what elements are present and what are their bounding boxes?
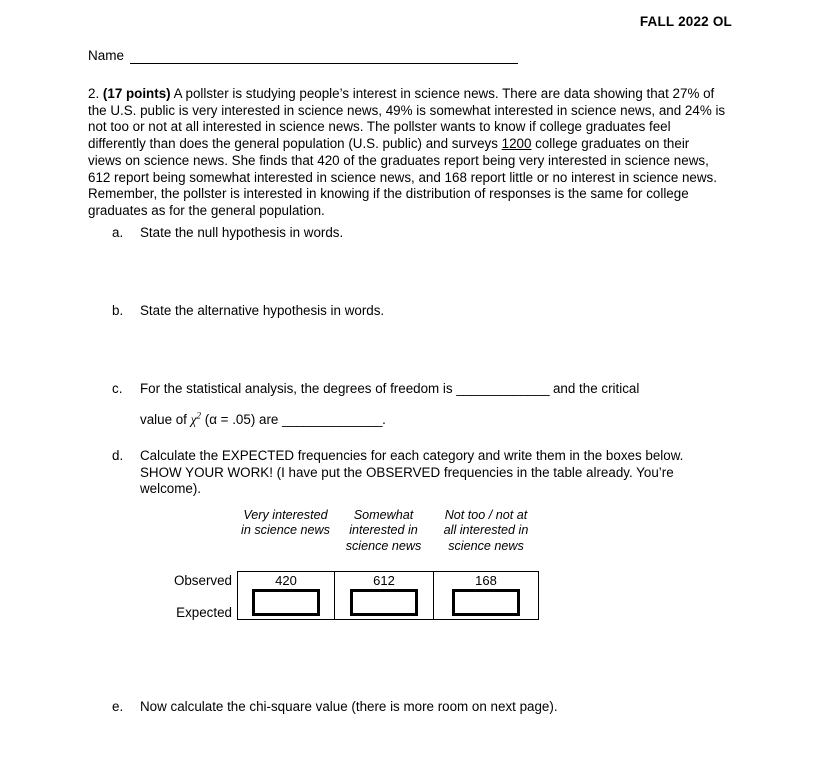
item-a-text: State the null hypothesis in words. [140,225,344,240]
expected-input-box-column-1[interactable] [252,589,320,616]
item-b-text: State the alternative hypothesis in words. [140,303,385,318]
column-header-very-interested: Very interested in science news [241,508,330,538]
column-header-not-too-interested: Not too / not at all interested in science news [443,508,529,553]
problem-points: (17 points) [102,86,171,101]
item-c-critical-value-blank[interactable]: ______________ [282,411,383,427]
observed-value-column-1: 420 [275,573,297,588]
term-header: FALL 2022 OL [639,14,732,29]
name-input-line[interactable] [130,50,518,64]
question-item-d [112,448,712,498]
chi-square-symbol [191,412,201,427]
item-c-marker: c. [112,381,123,396]
name-field-row [88,47,518,64]
item-c-df-blank[interactable]: _____________ [456,381,550,396]
chi-glyph: χ [190,411,197,427]
question-item-b [112,303,552,320]
item-d-text: Calculate the EXPECTED frequencies for each category and write them in the boxes below. SHOW YOUR WORK! (I have put the OBSERVED frequencies in the table already. You’re welcome). [140,448,684,497]
problem-number: 2. [88,86,100,101]
item-c-line2-mid: (α = .05) are [201,411,283,427]
item-c-line1-post: and the critical [549,381,640,396]
problem-statement [88,86,726,220]
problem-text-part-2: college graduates on their views on science news. She finds that 420 of the graduates report being very interested in science news, 612 report being somewhat interested in science news, and 168 report little or no interest in science news. Remember, the pollster is interested in knowing if the distribution of responses is the same for college graduates as for the general population. [88,136,717,218]
chi-exponent: 2 [196,410,202,421]
name-label: Name [88,48,125,63]
table-cell-column-1 [238,572,335,619]
observed-value-column-2: 612 [373,573,395,588]
table-cell-column-3 [434,572,538,619]
row-label-expected: Expected [176,605,232,620]
item-c-line1-pre: For the statistical analysis, the degrees of freedom is [140,381,457,396]
table-row-labels [150,572,232,621]
row-label-observed: Observed [173,573,232,588]
table-grid [237,571,539,620]
item-c-line2-pre: value of [140,411,191,427]
problem-underlined-sample-size: 1200 [501,136,532,152]
expected-input-box-column-3[interactable] [452,589,520,616]
expected-input-box-column-2[interactable] [350,589,418,616]
table-cell-column-2 [335,572,434,619]
observed-value-column-3: 168 [475,573,497,588]
item-c-line2-post: . [382,411,386,427]
column-header-somewhat-interested: Somewhat interested in science news [345,508,422,553]
question-item-a [112,225,532,242]
item-e-text: Now calculate the chi-square value (there is more room on next page). [140,699,558,714]
item-c-line2 [140,412,672,429]
question-item-c [112,381,672,428]
table-column-headers [237,508,539,554]
item-c-body [140,381,672,428]
item-a-marker: a. [112,225,124,240]
question-item-e [112,699,612,716]
item-b-marker: b. [112,303,124,318]
item-d-marker: d. [112,448,124,463]
problem-text-part-1: A pollster is studying people’s interest in science news. There are data showing that 27% of the U.S. public is very interested in science news, 49% is somewhat interested in science news, and 24% is not too or not at all interested in science news. The pollster wants to know if college graduates feel differently than does the general population (U.S. public) and surveys [88,86,726,152]
item-e-marker: e. [112,699,124,714]
